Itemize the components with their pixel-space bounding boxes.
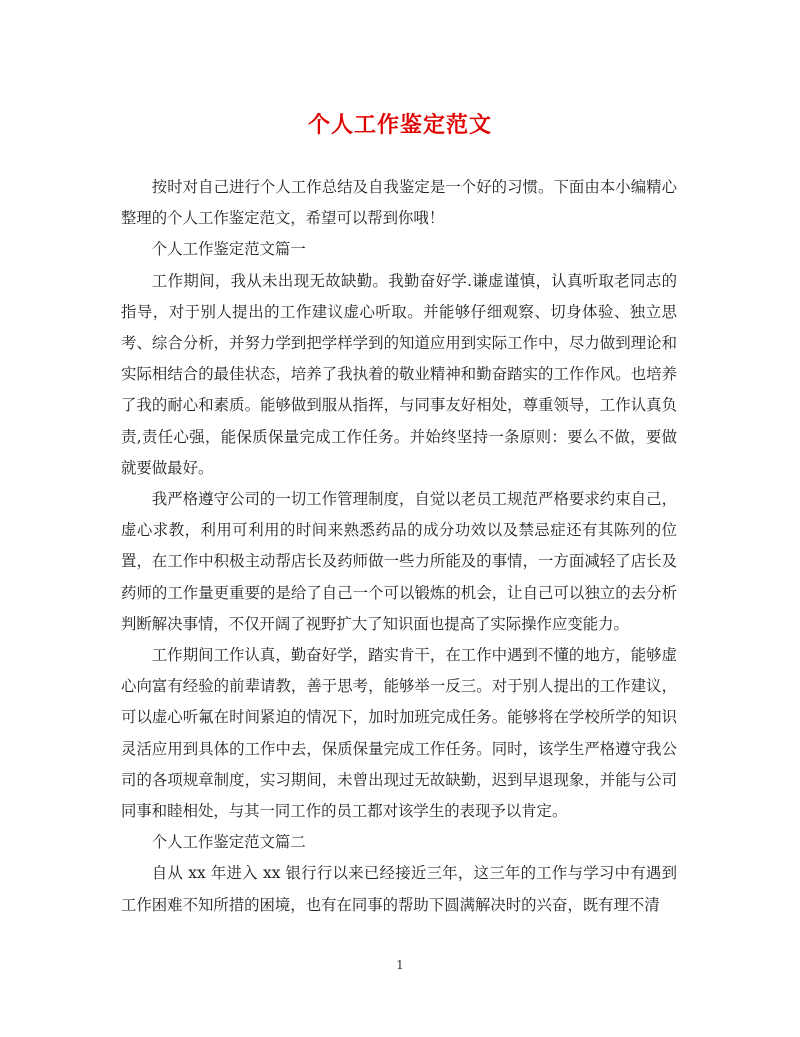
document-title: 个人工作鉴定范文 [307, 112, 492, 138]
body-paragraph: 自从 xx 年进入 xx 银行行以来已经接近三年，这三年的工作与学习中有遇到工作困难不知所措的困境，也有在同事的帮助下圆满解决时的兴奋，既有理不清 [121, 864, 677, 914]
body-paragraph: 工作期间工作认真，勤奋好学，踏实肯干，在工作中遇到不懂的地方，能够虚心向富有经验的前辈请教，善于思考，能够举一反三。对于别人提出的工作建议，可以虚心听氟在时间紧迫的情况下，加时加班完成任务。能够将在学校所学的知识灵活应用到具体的工作中去，保质保量完成工作任务。同时，该学生严格遵守我公司的各项规章制度，实习期间，未曾出现过无故缺勤，迟到早退现象，并能与公司同事和睦相处，与其一同工作的员工都对该学生的表现予以肯定。 [121, 646, 677, 821]
body-paragraph: 工作期间，我从未出现无故缺勤。我勤奋好学.谦虚谨慎，认真听取老同志的指导，对于别人提出的工作建议虚心听取。并能够仔细观察、切身体验、独立思考、综合分析，并努力学到把学样学到的知道应用到实际工作中，尽力做到理论和实际相结合的最佳状态，培养了我执着的敬业精神和勤奋踏实的工作作风。也培养了我的耐心和素质。能够做到服从指挥，与同事友好相处，尊重领导，工作认真负责,责任心强，能保质保量完成工作任务。并始终坚持一条原则：要么不做，要做就要做最好。 [121, 271, 677, 477]
page-number: 1 [396, 958, 404, 972]
section-heading: 个人工作鉴定范文篇二 [151, 833, 306, 852]
body-paragraph: 我严格遵守公司的一切工作管理制度，自觉以老员工规范严格要求约束自己，虚心求教，利用可利用的时间来熟悉药品的成分功效以及禁忌症还有其陈列的位置，在工作中积极主动帮店长及药师做一些力所能及的事情，一方面减轻了店长及药师的工作量更重要的是给了自己一个可以锻炼的机会，让自己可以独立的去分析判断解决事情，不仅开阔了视野扩大了知识面也提高了实际操作应变能力。 [121, 490, 677, 633]
intro-paragraph: 按时对自己进行个人工作总结及自我鉴定是一个好的习惯。下面由本小编精心整理的个人工作鉴定范文，希望可以帮到你哦！ [121, 178, 677, 228]
section-heading: 个人工作鉴定范文篇一 [151, 240, 306, 259]
document-body [121, 172, 677, 921]
